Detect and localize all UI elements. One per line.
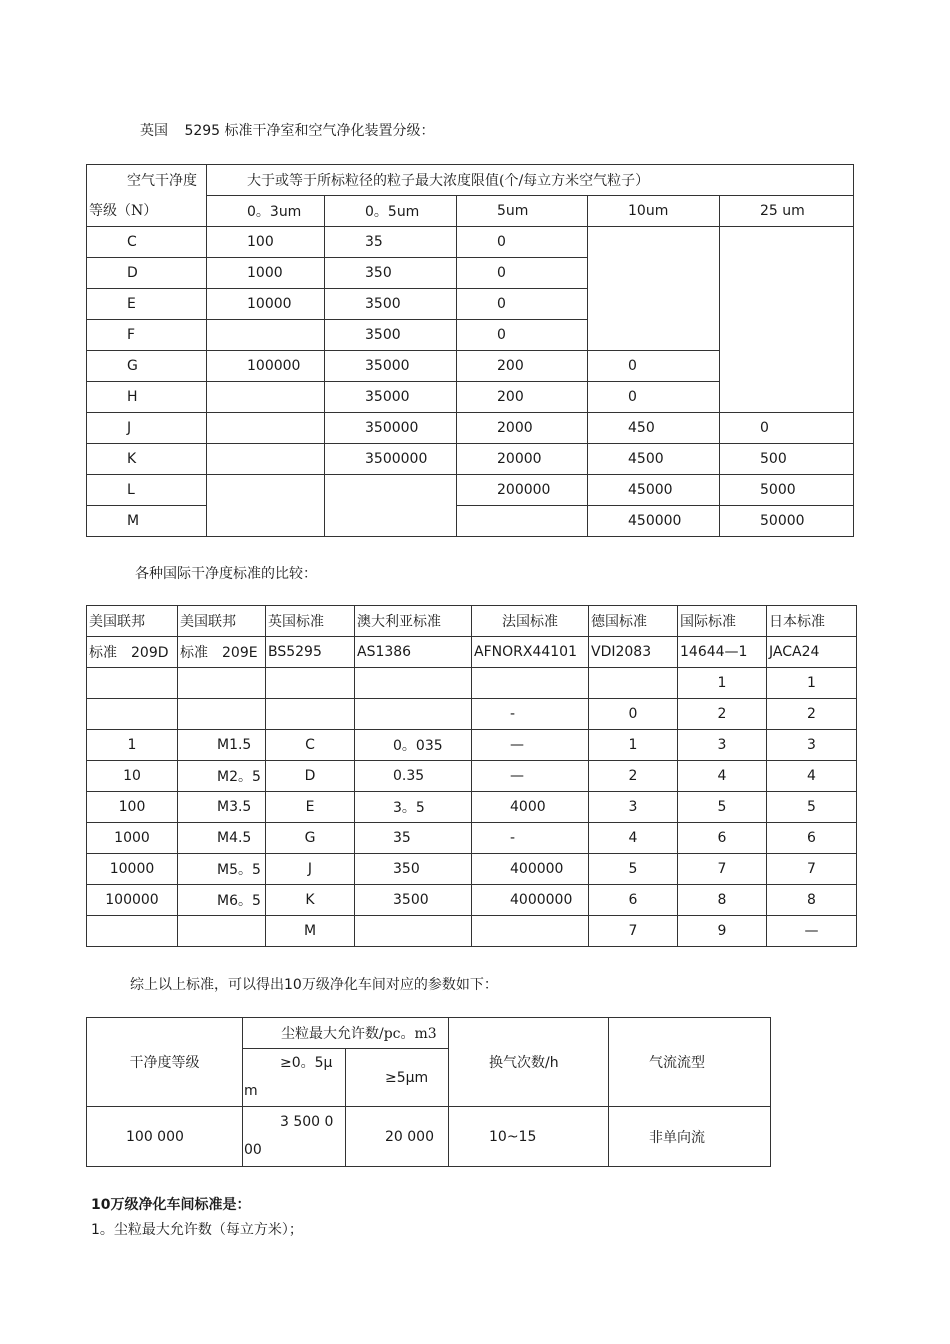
value-cell: 35	[355, 823, 472, 854]
value-cell: 4	[678, 761, 767, 792]
val-05um: 3 500 0 00	[243, 1107, 346, 1167]
value-cell: 350000	[325, 413, 457, 444]
value-cell: 450	[588, 413, 720, 444]
value-cell: 35000	[325, 351, 457, 382]
value-cell: K	[266, 885, 355, 916]
empty-cell	[266, 668, 355, 699]
flow-value: 非单向流	[609, 1107, 771, 1167]
class-cell: K	[87, 444, 207, 475]
empty-cell	[178, 699, 266, 730]
value-cell: 8	[678, 885, 767, 916]
value-cell: 35000	[325, 382, 457, 413]
value-cell: 0	[720, 413, 854, 444]
value-cell: 450000	[588, 506, 720, 537]
class-cell: H	[87, 382, 207, 413]
value-cell: 2	[678, 699, 767, 730]
value-cell: 400000	[472, 854, 589, 885]
empty-cell	[589, 668, 678, 699]
value-cell: 100	[207, 227, 325, 258]
value-cell: 0。035	[355, 730, 472, 761]
table-row	[87, 761, 857, 792]
value-cell: M6。5	[178, 885, 266, 916]
value-cell: 2	[589, 761, 678, 792]
value-cell: 9	[678, 916, 767, 947]
std-header: 澳大利亚标准	[355, 606, 472, 637]
std-code: 标准 209D	[87, 637, 178, 668]
value-cell: 5	[678, 792, 767, 823]
size-header: 5um	[457, 196, 588, 227]
value-cell	[207, 320, 325, 351]
value-cell: 2000	[457, 413, 588, 444]
std-code: JACA24	[767, 637, 857, 668]
std-header: 美国联邦	[178, 606, 266, 637]
particle-label: 尘粒最大允许数/pc。m3	[243, 1018, 449, 1049]
empty-cell	[355, 916, 472, 947]
value-cell	[207, 444, 325, 475]
table-row	[87, 885, 857, 916]
value-cell: D	[266, 761, 355, 792]
heading-standard: 10万级净化车间标准是：	[91, 1197, 251, 1213]
std-header: 法国标准	[472, 606, 589, 637]
value-cell: 0	[457, 289, 588, 320]
flow-label: 气流流型	[609, 1018, 771, 1107]
value-cell: 100000	[207, 351, 325, 382]
value-cell	[207, 413, 325, 444]
std-header: 英国标准	[266, 606, 355, 637]
value-cell: 7	[767, 854, 857, 885]
value-cell: 4500	[588, 444, 720, 475]
size-header: 10um	[588, 196, 720, 227]
std-code: AS1386	[355, 637, 472, 668]
value-cell: J	[266, 854, 355, 885]
table-row	[87, 916, 857, 947]
value-cell: 1	[589, 730, 678, 761]
value-cell: 0	[457, 227, 588, 258]
value-cell: 2	[767, 699, 857, 730]
val-5um: 20 000	[346, 1107, 449, 1167]
class100000-params-table	[86, 1017, 771, 1167]
class-cell: J	[87, 413, 207, 444]
table-row	[87, 792, 857, 823]
empty-cell	[87, 916, 178, 947]
value-cell: 3。5	[355, 792, 472, 823]
empty-cell	[325, 475, 457, 537]
col-5um-header: ≥5μm	[346, 1049, 449, 1107]
value-cell: 20000	[457, 444, 588, 475]
col-05um-header: ≥0。5μ m	[243, 1049, 346, 1107]
heading-comparison: 各种国际干净度标准的比较：	[135, 566, 317, 582]
value-cell: 0	[588, 382, 720, 413]
class-cell: G	[87, 351, 207, 382]
value-cell: M3.5	[178, 792, 266, 823]
empty-cell	[588, 227, 720, 351]
value-cell: 4000000	[472, 885, 589, 916]
std-header: 日本标准	[767, 606, 857, 637]
value-cell: 350	[325, 258, 457, 289]
value-cell: 1000	[87, 823, 178, 854]
value-cell: 3500	[355, 885, 472, 916]
value-cell: M2。5	[178, 761, 266, 792]
table-row	[87, 730, 857, 761]
value-cell: 350	[355, 854, 472, 885]
std-code: BS5295	[266, 637, 355, 668]
value-cell: 5	[767, 792, 857, 823]
std-header: 国际标准	[678, 606, 767, 637]
value-cell: E	[266, 792, 355, 823]
value-cell: 100	[87, 792, 178, 823]
value-cell: 4	[589, 823, 678, 854]
value-cell: 1000	[207, 258, 325, 289]
size-header: 0。3um	[207, 196, 325, 227]
value-cell: -	[472, 699, 589, 730]
value-cell	[207, 382, 325, 413]
heading-summary: 综上以上标准，可以得出10万级净化车间对应的参数如下：	[130, 977, 498, 993]
empty-cell	[207, 475, 325, 537]
value-cell: 100000	[87, 885, 178, 916]
value-cell: —	[472, 761, 589, 792]
concentration-header: 大于或等于所标粒径的粒子最大浓度限值(个/每立方米空气粒子）	[207, 165, 854, 196]
value-cell: 35	[325, 227, 457, 258]
std-code: 标准 209E	[178, 637, 266, 668]
value-cell: —	[472, 730, 589, 761]
empty-cell	[178, 916, 266, 947]
value-cell: 200000	[457, 475, 588, 506]
value-cell: M5。5	[178, 854, 266, 885]
value-cell: 200	[457, 351, 588, 382]
class-cell: M	[87, 506, 207, 537]
empty-cell	[87, 699, 178, 730]
value-cell: 10000	[87, 854, 178, 885]
value-cell: 5	[589, 854, 678, 885]
class-cell: F	[87, 320, 207, 351]
std-code: 14644—1	[678, 637, 767, 668]
value-cell: 6	[767, 823, 857, 854]
value-cell: 4	[767, 761, 857, 792]
value-cell: 7	[678, 854, 767, 885]
class-cell: E	[87, 289, 207, 320]
value-cell: 3	[678, 730, 767, 761]
class-cell: L	[87, 475, 207, 506]
value-cell: G	[266, 823, 355, 854]
standards-comparison-table	[86, 605, 857, 947]
value-cell: 0	[589, 699, 678, 730]
std-code: VDI2083	[589, 637, 678, 668]
std-header: 德国标准	[589, 606, 678, 637]
grade-value: 100 000	[87, 1107, 243, 1167]
grade-label: 干净度等级	[87, 1018, 243, 1107]
empty-cell	[87, 668, 178, 699]
value-cell: 0.35	[355, 761, 472, 792]
empty-cell	[355, 699, 472, 730]
empty-cell	[457, 506, 588, 537]
empty-cell	[266, 699, 355, 730]
empty-cell	[178, 668, 266, 699]
size-header: 0。5um	[325, 196, 457, 227]
value-cell: C	[266, 730, 355, 761]
empty-cell	[720, 227, 854, 413]
air-changes-label: 换气次数/h	[449, 1018, 609, 1107]
value-cell: 3500	[325, 289, 457, 320]
value-cell: 0	[457, 320, 588, 351]
class-header: 空气干净度 等级（N）	[87, 165, 207, 227]
value-cell: 10000	[207, 289, 325, 320]
value-cell: 1	[678, 668, 767, 699]
list-item: 1。尘粒最大允许数（每立方米）；	[91, 1222, 303, 1238]
value-cell: 0	[457, 258, 588, 289]
value-cell: 1	[767, 668, 857, 699]
value-cell: 3	[767, 730, 857, 761]
value-cell: 0	[588, 351, 720, 382]
std-code: AFNORX44101	[472, 637, 589, 668]
class-cell: C	[87, 227, 207, 258]
value-cell: 6	[589, 885, 678, 916]
value-cell: 10	[87, 761, 178, 792]
std-header: 美国联邦	[87, 606, 178, 637]
value-cell: 8	[767, 885, 857, 916]
heading-bs5295: 英国 5295 标准干净室和空气净化装置分级：	[140, 123, 435, 139]
value-cell: 50000	[720, 506, 854, 537]
value-cell: 200	[457, 382, 588, 413]
value-cell: M4.5	[178, 823, 266, 854]
value-cell: 5000	[720, 475, 854, 506]
empty-cell	[472, 916, 589, 947]
bs5295-class-table	[86, 164, 854, 537]
size-header: 25 um	[720, 196, 854, 227]
class-cell: D	[87, 258, 207, 289]
value-cell: -	[472, 823, 589, 854]
value-cell: 45000	[588, 475, 720, 506]
value-cell: M	[266, 916, 355, 947]
value-cell: 7	[589, 916, 678, 947]
value-cell: 3500000	[325, 444, 457, 475]
table-row	[87, 854, 857, 885]
value-cell: 3500	[325, 320, 457, 351]
value-cell: 500	[720, 444, 854, 475]
value-cell: —	[767, 916, 857, 947]
value-cell: 4000	[472, 792, 589, 823]
value-cell: 6	[678, 823, 767, 854]
value-cell: M1.5	[178, 730, 266, 761]
value-cell: 3	[589, 792, 678, 823]
empty-cell	[472, 668, 589, 699]
empty-cell	[355, 668, 472, 699]
table-row	[87, 823, 857, 854]
value-cell: 1	[87, 730, 178, 761]
air-changes-value: 10~15	[449, 1107, 609, 1167]
